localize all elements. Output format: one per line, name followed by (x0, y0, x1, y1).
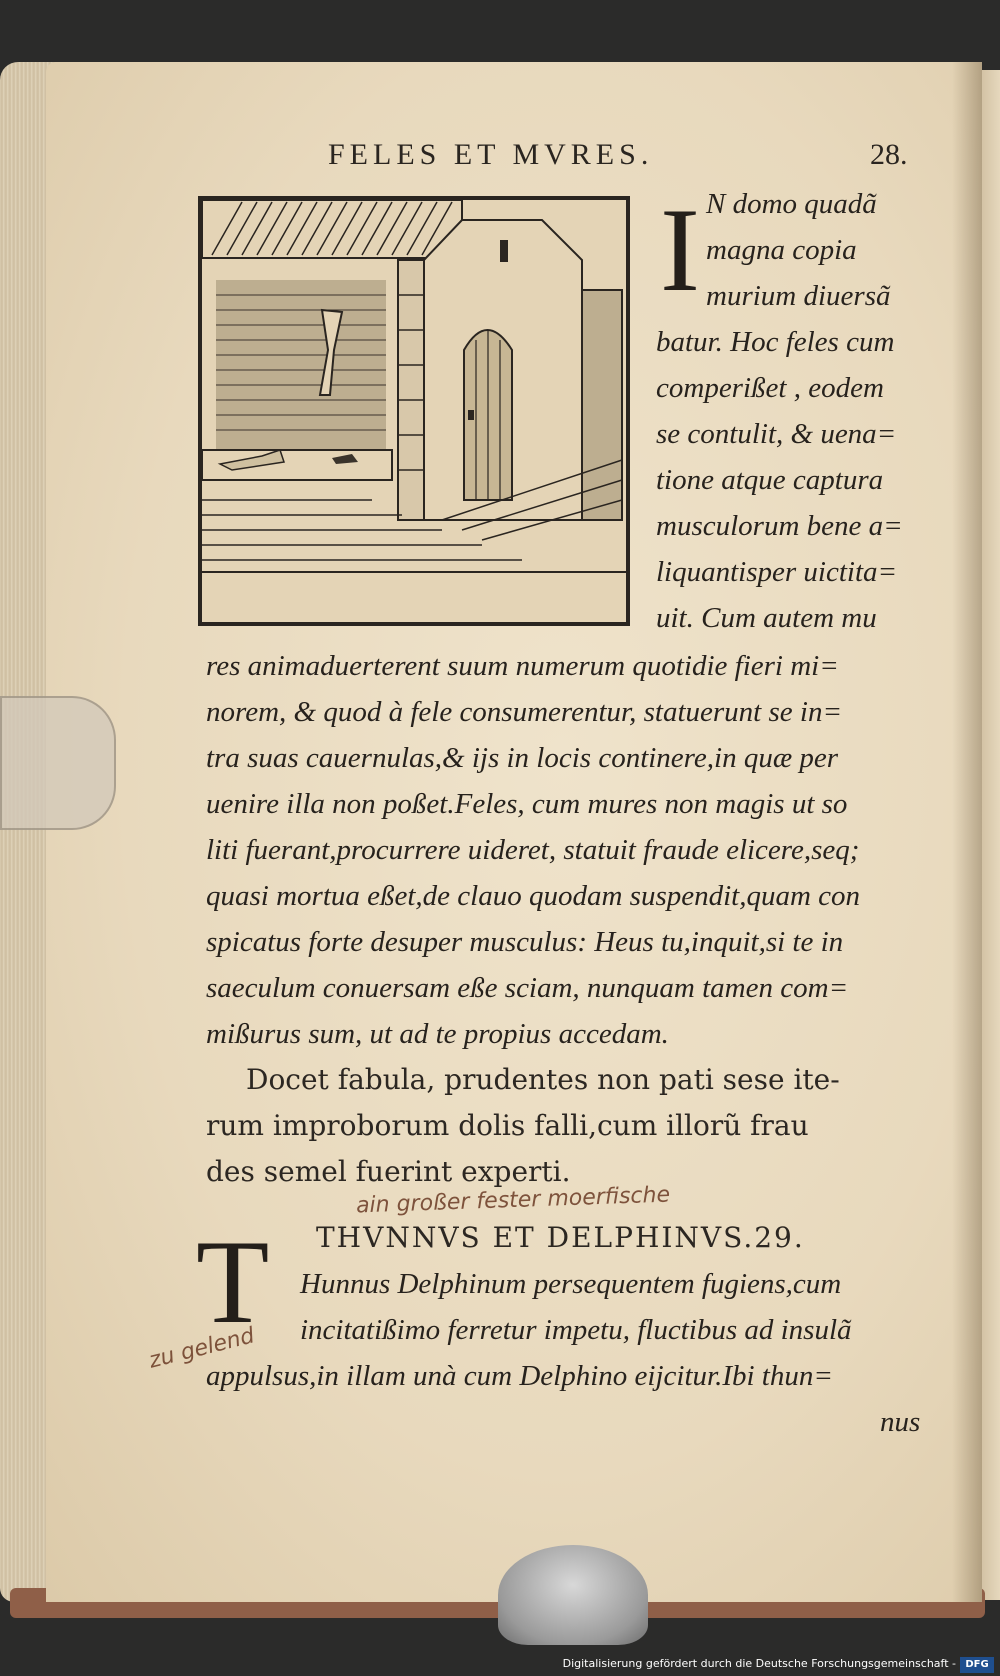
text-line: saeculum conuersam eße sciam, nunquam tamen com= (206, 972, 849, 1004)
text-line: murium diuersã (706, 280, 891, 312)
text-line: incitatißimo ferretur impetu, fluctibus ad insulã (300, 1314, 852, 1346)
fable-heading: THVNNVS ET DELPHINVS.29. (316, 1221, 805, 1254)
text-line: quasi mortua eßet,de clauo quodam suspendit,quam con (206, 880, 861, 912)
text-line: Hunnus Delphinum persequentem fugiens,cum (300, 1268, 842, 1300)
text-line: mißurus sum, ut ad te propius accedam. (206, 1018, 669, 1050)
text-line: magna copia (706, 234, 857, 266)
text-line: comperißet , eodem (656, 372, 884, 404)
page-weight-strip (0, 696, 116, 830)
dfg-logo: DFG (960, 1657, 994, 1673)
woodcut-illustration (198, 196, 630, 626)
book-clamp (498, 1545, 648, 1645)
drop-cap-i: I (660, 183, 700, 316)
drop-cap-t: T (196, 1215, 270, 1348)
running-head: FELES ET MVRES. (328, 138, 654, 171)
text-line: liquantisper uictita= (656, 556, 898, 588)
funding-credit: Digitalisierung gefördert durch die Deutsche Forschungsgemeinschaft - (562, 1657, 956, 1670)
text-line: tra suas cauernulas,& ijs in locis continere,in quæ per (206, 742, 839, 774)
text-line: tione atque captura (656, 464, 884, 496)
text-line: liti fuerant,procurrere uideret, statuit fraude elicere,seq; (206, 834, 860, 866)
gutter-shadow (952, 62, 982, 1602)
handwritten-note: ain großer fester moerfische (355, 1182, 671, 1219)
text-line: appulsus,in illam unà cum Delphino eijcitur.Ibi thun= (206, 1360, 833, 1392)
text-line: N domo quadã (706, 188, 877, 220)
woodcut-drawing (202, 200, 630, 626)
handwritten-note: zu gelend (146, 1323, 257, 1374)
moral-line: rum improborum dolis falli,cum illorũ frau (206, 1109, 809, 1142)
text-line: norem, & quod à fele consumerentur, statuerunt se in= (206, 696, 843, 728)
text-line: batur. Hoc feles cum (656, 326, 895, 358)
catchword: nus (880, 1406, 921, 1438)
text-line: musculorum bene a= (656, 510, 903, 542)
text-line: spicatus forte desuper musculus: Heus tu,inquit,si te in (206, 926, 844, 958)
text-line: uenire illa non poßet.Feles, cum mures non magis ut so (206, 788, 848, 820)
text-line: se contulit, & uena= (656, 418, 897, 450)
moral-line: des semel fuerint experti. (206, 1155, 571, 1188)
moral-line: Docet fabula, prudentes non pati sese ite- (246, 1063, 840, 1096)
text-line: uit. Cum autem mu (656, 602, 877, 634)
page-number: 28. (870, 138, 908, 171)
text-line: res animaduerterent suum numerum quotidie fieri mi= (206, 650, 839, 682)
